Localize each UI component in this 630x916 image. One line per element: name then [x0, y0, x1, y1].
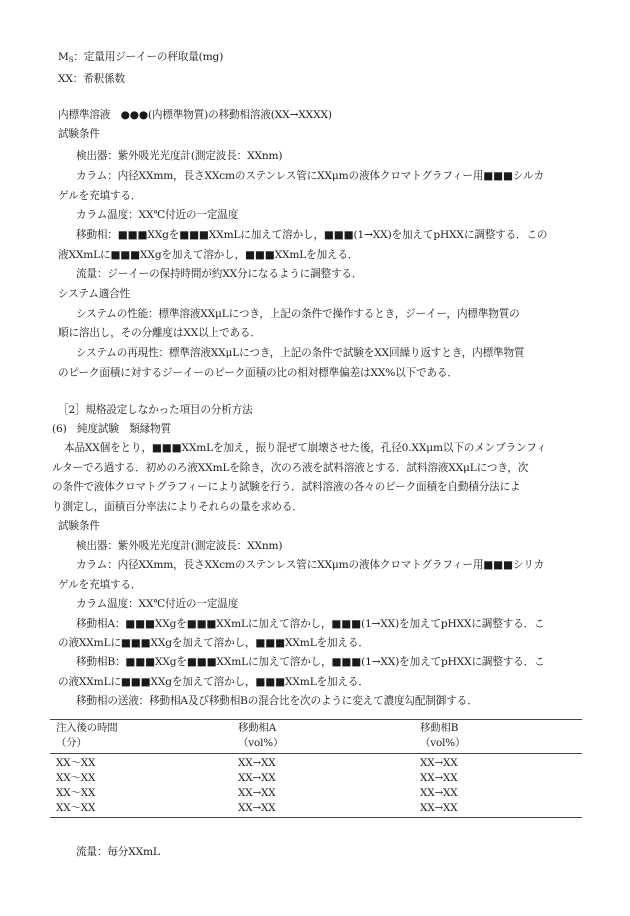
system-performance-line2: 順に溶出し，その分離度はXX以上である． [58, 327, 261, 339]
mobile-phase-b-line1: 移動相B：■■■XXgを■■■XXmLに加えて溶かし，■■■(1→XX)を加えてpHXXに調整する．こ [76, 656, 545, 668]
system-repeatability-line1: システムの再現性：標準溶液XXμLにつき，上記の条件で試験をXX回繰り返すとき，内標準物質 [76, 347, 525, 359]
table-row [50, 754, 582, 772]
cell-time: XX～XX [56, 802, 96, 814]
header-mobile-a: 移動相A [238, 722, 277, 734]
purity-column-line1: カラム：内径XXmm，長さXXcmのステンレス管にXXμmの液体クロマトグラフィー用■■■シリカ [76, 559, 545, 571]
ms-definition [58, 50, 223, 67]
purity-temperature: カラム温度：XX℃付近の一定温度 [76, 598, 239, 610]
ms-definition-text: ：定量用ジーイーの秤取量(mg) [73, 51, 224, 63]
cell-mobile-b: XX→XX [420, 772, 458, 784]
cell-mobile-a: XX→XX [238, 757, 276, 769]
table-row [50, 786, 582, 801]
ms-subscript: S [68, 56, 74, 64]
purity-procedure-line2: ルターでろ過する．初めのろ液XXmLを除き，次のろ液を試料溶液とする．試料溶液XXμLにつき，次 [52, 462, 529, 474]
cell-time: XX～XX [56, 787, 96, 799]
flow-rate: 流量：毎分XXmL [76, 846, 160, 858]
cell-mobile-b: XX→XX [420, 787, 458, 799]
assay-detector: 検出器：紫外吸光光度計(測定波長：XXnm) [76, 150, 283, 162]
table-header-row [50, 719, 582, 736]
cell-mobile-b: XX→XX [420, 802, 458, 814]
system-suitability-heading: システム適合性 [58, 288, 131, 300]
purity-test-subheading: (6) 純度試験 類縁物質 [52, 423, 171, 435]
header-time: 注入後の時間 [56, 722, 118, 734]
cell-mobile-a: XX→XX [238, 787, 276, 799]
mobile-phase-a-line2: の液XXmLに■■■XXgを加えて溶かし，■■■XXmLを加える． [58, 637, 369, 649]
gradient-intro: 移動相の送液：移動相A及び移動相Bの混合比を次のように変えて濃度勾配制御する． [76, 695, 478, 707]
cell-mobile-b: XX→XX [420, 757, 458, 769]
purity-procedure-line3: の条件で液体クロマトグラフィーにより試験を行う．試料溶液の各々のピーク面積を自動積分法によ [52, 481, 521, 493]
dilution-factor-definition: XX：希釈係数 [58, 73, 126, 85]
ms-symbol: M [58, 51, 69, 63]
header-time-unit: （分） [50, 736, 232, 754]
cell-time: XX～XX [56, 772, 96, 784]
header-mobile-a-unit: （vol%） [232, 736, 414, 754]
mobile-phase-a-line1: 移動相A：■■■XXgを■■■XXmLに加えて溶かし，■■■(1→XX)を加えてpHXXに調整する．こ [76, 618, 545, 630]
cell-mobile-a: XX→XX [238, 772, 276, 784]
gradient-table [50, 719, 582, 819]
purity-detector: 検出器：紫外吸光光度計(測定波長：XXnm) [76, 540, 283, 552]
assay-conditions-heading: 試験条件 [58, 128, 100, 140]
mobile-phase-b-line2: の液XXmLに■■■XXgを加えて溶かし，■■■XXmLを加える． [58, 676, 369, 688]
purity-procedure-line4: り測定し，面積百分率法によりそれらの量を求める． [52, 501, 303, 513]
header-mobile-b-unit: （vol%） [414, 736, 582, 754]
assay-mobile-line2: 液XXmLに■■■XXgを加えて溶かし，■■■XXmLを加える． [58, 249, 359, 261]
table-bottom-rule [50, 817, 582, 818]
purity-procedure-line1: 本品XX個をとり，■■■XXmLを加え，振り混ぜて崩壊させた後，孔径0.XXμm以下のメンブランフィ [64, 442, 547, 454]
assay-temperature: カラム温度：XX℃付近の一定温度 [76, 209, 239, 221]
assay-column-line1: カラム：内径XXmm，長さXXcmのステンレス管にXXμmの液体クロマトグラフィー用■■■シルカ [76, 170, 544, 182]
purity-column-line2: ゲルを充填する． [58, 579, 142, 591]
cell-mobile-a: XX→XX [238, 802, 276, 814]
section-2-heading: ［2］規格設定しなかった項目の分析方法 [58, 404, 253, 416]
assay-mobile-line1: 移動相：■■■XXgを■■■XXmLに加えて溶かし，■■■(1→XX)を加えてpHXXに調整する．この [76, 229, 548, 241]
assay-flow: 流量：ジーイーの保持時間が約XX分になるように調整する． [76, 268, 363, 280]
assay-column-line2: ゲルを充填する． [58, 190, 142, 202]
table-row [50, 771, 582, 786]
internal-standard-solution: 内標準溶液 ●●●(内標準物質)の移動相溶液(XX→XXXX) [58, 109, 332, 121]
system-performance-line1: システムの性能：標準溶液XXμLにつき，上記の条件で操作するとき，ジーイー，内標準物質の [76, 308, 520, 320]
header-mobile-b: 移動相B [420, 722, 459, 734]
table-header-units-row [50, 736, 582, 754]
purity-conditions-heading: 試験条件 [58, 520, 100, 532]
system-repeatability-line2: のピーク面積に対するジーイーのピーク面積の比の相対標準偏差はXX%以下である． [58, 367, 458, 379]
cell-time: XX～XX [56, 757, 96, 769]
